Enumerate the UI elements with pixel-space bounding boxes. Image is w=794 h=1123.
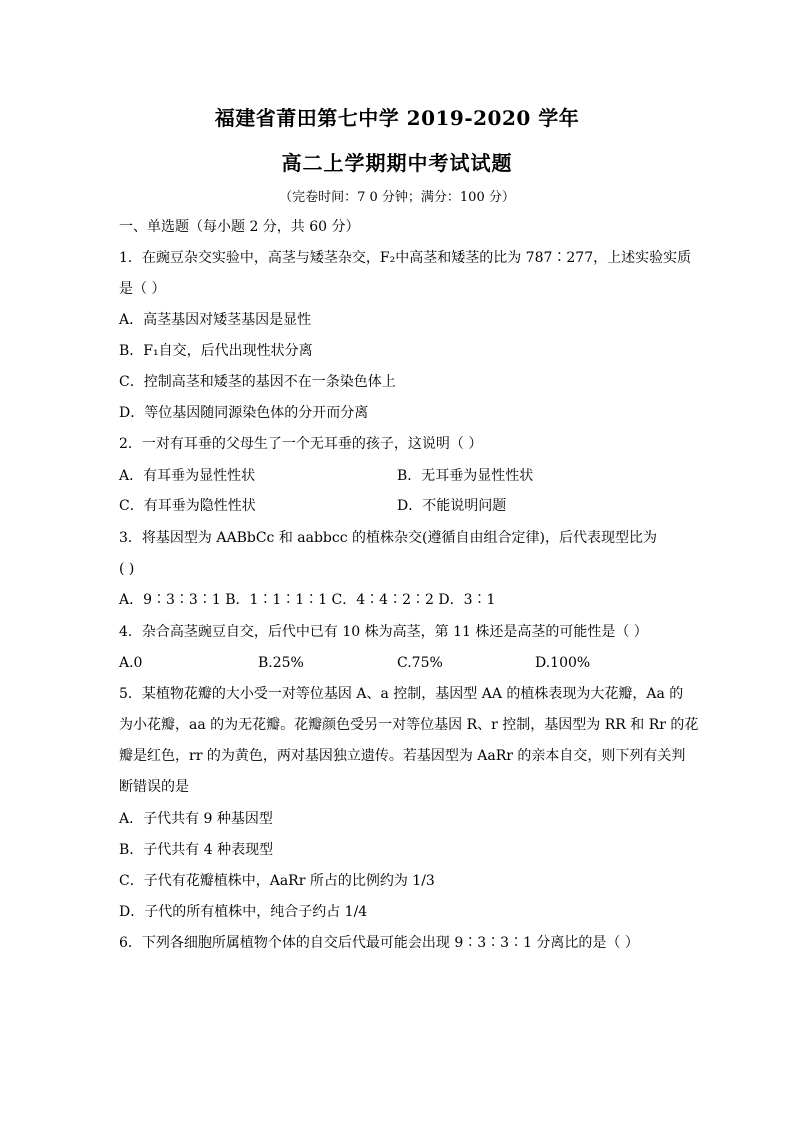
- question-1-option-c: C．控制高茎和矮茎的基因不在一条染色体上: [119, 374, 396, 390]
- question-2-option-b: B．无耳垂为显性性状: [397, 468, 534, 484]
- question-5-text-cont-1: 为小花瓣，aa 的为无花瓣。花瓣颜色受另一对等位基因 R、r 控制，基因型为 RR 和 Rr 的花: [119, 717, 699, 733]
- question-4-option-d: D.100%: [535, 655, 591, 671]
- question-5-option-a: A．子代共有 9 种基因型: [119, 811, 273, 827]
- exam-title-exam: 高二上学期期中考试试题: [281, 151, 513, 175]
- question-5-text-cont-2: 瓣是红色，rr 的为黄色，两对基因独立遗传。若基因型为 AaRr 的亲本自交，则下列有关判: [119, 748, 686, 764]
- question-2-option-a: A．有耳垂为显性性状: [119, 468, 256, 484]
- question-3-text: 3．将基因型为 AABbCc 和 aabbcc 的植株杂交(遵循自由组合定律)，后代表现型比为: [119, 530, 657, 546]
- question-5-option-c: C．子代有花瓣植株中，AaRr 所占的比例约为 1/3: [119, 873, 435, 889]
- question-1-text: 1．在豌豆杂交实验中，高茎与矮茎杂交，F₂中高茎和矮茎的比为 787∶277，上述实验实质: [119, 250, 692, 266]
- question-4-option-b: B.25%: [258, 655, 304, 671]
- question-1-option-d: D．等位基因随同源染色体的分开而分离: [119, 405, 369, 421]
- question-5-option-b: B．子代共有 4 种表现型: [119, 842, 274, 858]
- question-5-text: 5．某植物花瓣的大小受一对等位基因 A、a 控制，基因型 AA 的植株表现为大花瓣，Aa 的: [119, 686, 684, 702]
- question-4-option-a: A.0: [119, 655, 143, 671]
- section-heading: 一、单选题（每小题 2 分，共 60 分）: [119, 219, 360, 235]
- question-2-option-d: D．不能说明问题: [397, 498, 507, 514]
- question-1-option-a: A．高茎基因对矮茎基因是显性: [119, 312, 312, 328]
- question-3-text-cont: ( ): [119, 561, 135, 577]
- question-3-options: A．9∶3∶3∶1 B．1∶1∶1∶1 C．4∶4∶2∶2 D．3∶1: [119, 592, 496, 608]
- question-1-option-b: B．F₁自交，后代出现性状分离: [119, 343, 313, 359]
- question-6-text: 6．下列各细胞所属植物个体的自交后代最可能会出现 9∶3∶3∶1 分离比的是（ ）: [119, 935, 639, 951]
- question-4-option-c: C.75%: [397, 655, 443, 671]
- question-5-option-d: D．子代的所有植株中，纯合子约占 1/4: [119, 904, 368, 920]
- exam-subtitle: （完卷时间：7 0 分钟；满分：100 分）: [279, 190, 515, 205]
- question-5-text-cont-3: 断错误的是: [119, 779, 189, 795]
- question-4-text: 4．杂合高茎豌豆自交，后代中已有 10 株为高茎，第 11 株还是高茎的可能性是（ ）: [119, 624, 648, 640]
- question-2-text: 2．一对有耳垂的父母生了一个无耳垂的孩子，这说明（ ）: [119, 436, 483, 452]
- question-1-text-cont: 是（ ）: [119, 281, 166, 297]
- exam-title-school: 福建省莆田第七中学 2019-2020 学年: [214, 106, 580, 130]
- question-2-option-c: C．有耳垂为隐性性状: [119, 498, 256, 514]
